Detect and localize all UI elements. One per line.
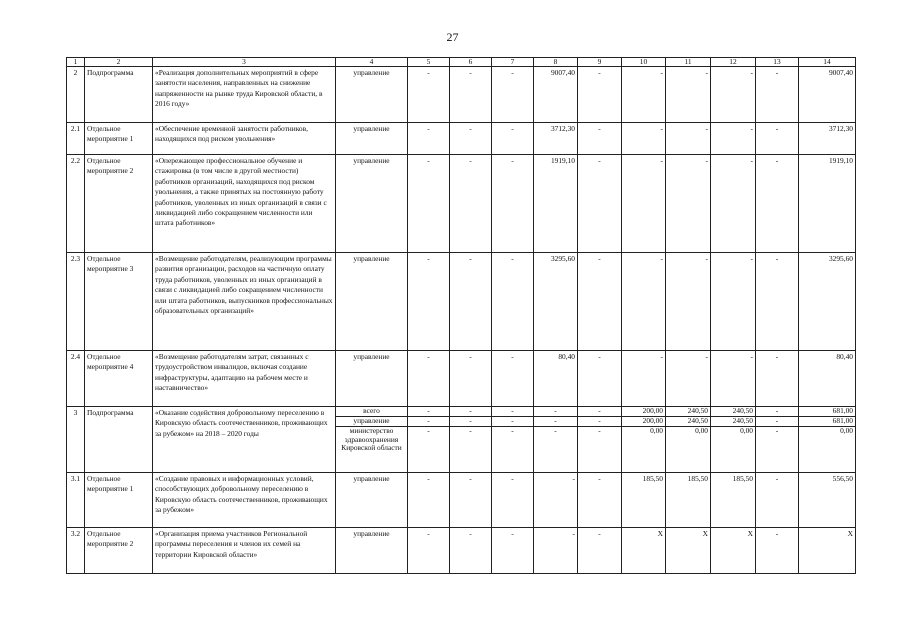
amount-line: -	[469, 426, 472, 435]
amount-cell: -	[450, 123, 492, 155]
program-name: «Создание правовых и информационных условий, способствующих добровольному переселению в Кировскую область соотечественников, проживающих за рубежом»	[153, 473, 336, 528]
amount-line: 240,50	[711, 407, 755, 417]
amount-line: 0,00	[695, 426, 708, 435]
amount-line: -	[450, 407, 491, 417]
column-header: 4	[336, 58, 408, 67]
column-header: 1	[67, 58, 85, 67]
amount-cell: -	[408, 253, 450, 351]
column-header: 2	[85, 58, 153, 67]
amount-line: 0,00	[840, 426, 853, 435]
amount-cell: -	[492, 253, 534, 351]
amount-line: 681,00	[799, 407, 855, 417]
amount-line: -	[598, 426, 601, 435]
amount-cell: 1919,10	[799, 155, 856, 253]
program-type: Отдельное мероприятие 1	[85, 123, 153, 155]
amount-cell: -	[756, 473, 799, 528]
amount-cell	[492, 407, 534, 473]
program-type: Отдельное мероприятие 3	[85, 253, 153, 351]
amount-line: -	[578, 417, 621, 427]
amount-cell: -	[756, 155, 799, 253]
amount-cell	[711, 407, 756, 473]
program-name: «Возмещение работодателям затрат, связанных с трудоустройством инвалидов, включая создание инфраструктуры, адаптацию на рабочем месте и наставничество»	[153, 351, 336, 407]
executor-cell: управление	[336, 253, 408, 351]
amount-cell: -	[492, 67, 534, 123]
amount-cell	[534, 407, 578, 473]
amount-cell: -	[492, 351, 534, 407]
row-number: 3.1	[67, 473, 85, 528]
amount-cell: -	[408, 473, 450, 528]
budget-table	[66, 57, 856, 574]
amount-cell: -	[756, 253, 799, 351]
column-header: 5	[408, 58, 450, 67]
amount-line: 200,00	[622, 407, 665, 417]
amount-cell: -	[756, 528, 799, 574]
amount-line: -	[578, 407, 621, 417]
amount-cell: 3712,30	[534, 123, 578, 155]
row-number: 2.1	[67, 123, 85, 155]
column-header: 12	[711, 58, 756, 67]
program-type: Отдельное мероприятие 2	[85, 155, 153, 253]
amount-cell: -	[578, 123, 622, 155]
executor-cell	[336, 407, 408, 473]
amount-cell: -	[666, 155, 711, 253]
amount-line: -	[427, 426, 430, 435]
executor-cell: управление	[336, 528, 408, 574]
amount-cell: -	[408, 528, 450, 574]
amount-cell: -	[450, 528, 492, 574]
amount-line: -	[492, 407, 533, 417]
row-number: 2.3	[67, 253, 85, 351]
amount-cell: 1919,10	[534, 155, 578, 253]
executor-cell: управление	[336, 351, 408, 407]
amount-cell: 9007,40	[534, 67, 578, 123]
table-row	[67, 253, 856, 351]
amount-line: -	[554, 426, 557, 435]
amount-cell: -	[408, 155, 450, 253]
column-header: 14	[799, 58, 856, 67]
table-row	[67, 351, 856, 407]
amount-cell: 185,50	[711, 473, 756, 528]
amount-cell: -	[666, 67, 711, 123]
executor-line: всего	[336, 407, 407, 417]
executor-cell: управление	[336, 473, 408, 528]
table-row	[67, 473, 856, 528]
table-row	[67, 407, 856, 473]
amount-cell: -	[492, 123, 534, 155]
column-number-row	[67, 58, 856, 67]
amount-cell: 9007,40	[799, 67, 856, 123]
amount-cell: -	[711, 67, 756, 123]
amount-line: 681,00	[799, 417, 855, 427]
amount-cell: -	[450, 155, 492, 253]
amount-cell: -	[622, 123, 666, 155]
amount-cell: X	[711, 528, 756, 574]
amount-cell: -	[622, 351, 666, 407]
amount-cell: -	[450, 473, 492, 528]
amount-cell: -	[578, 67, 622, 123]
amount-cell: -	[711, 253, 756, 351]
amount-line: -	[756, 407, 798, 417]
program-type: Подпрограмма	[85, 67, 153, 123]
amount-cell: -	[492, 155, 534, 253]
amount-cell: -	[711, 155, 756, 253]
amount-cell: -	[534, 473, 578, 528]
amount-line: -	[408, 417, 449, 427]
amount-line: -	[450, 417, 491, 427]
amount-cell	[756, 407, 799, 473]
amount-cell	[799, 407, 856, 473]
amount-cell: 185,50	[622, 473, 666, 528]
amount-cell: -	[756, 67, 799, 123]
amount-cell: -	[622, 253, 666, 351]
amount-cell: 3295,60	[799, 253, 856, 351]
amount-cell: -	[622, 67, 666, 123]
amount-cell	[622, 407, 666, 473]
amount-cell: -	[450, 351, 492, 407]
amount-cell: X	[622, 528, 666, 574]
program-name: «Обеспечение временной занятости работников, находящихся под риском увольнения»	[153, 123, 336, 155]
amount-cell: -	[756, 351, 799, 407]
executor-cell: управление	[336, 67, 408, 123]
amount-cell: -	[666, 351, 711, 407]
amount-cell: -	[492, 528, 534, 574]
amount-cell: -	[450, 67, 492, 123]
column-header: 7	[492, 58, 534, 67]
amount-cell: -	[578, 253, 622, 351]
column-header: 9	[578, 58, 622, 67]
amount-line: -	[408, 407, 449, 417]
amount-cell: -	[408, 123, 450, 155]
amount-cell: -	[666, 123, 711, 155]
amount-cell: -	[711, 123, 756, 155]
column-header: 6	[450, 58, 492, 67]
executor-cell: управление	[336, 155, 408, 253]
amount-cell: -	[408, 351, 450, 407]
amount-cell: -	[711, 351, 756, 407]
amount-line: 240,50	[711, 417, 755, 427]
amount-line: 200,00	[622, 417, 665, 427]
program-name: «Возмещение работодателям, реализующим программы развития организации, расходов на частичную оплату труда работников, уволенных из иных организаций в связи с ликвидацией либо сокращением численности или штата работников, выпускников профессиональных образовательных организаций»	[153, 253, 336, 351]
amount-cell: -	[408, 67, 450, 123]
amount-cell	[578, 407, 622, 473]
amount-line: 0,00	[740, 426, 753, 435]
amount-cell: -	[534, 528, 578, 574]
row-number: 3	[67, 407, 85, 473]
column-header: 3	[153, 58, 336, 67]
amount-cell: -	[756, 123, 799, 155]
amount-cell: 80,40	[534, 351, 578, 407]
row-number: 3.2	[67, 528, 85, 574]
amount-line: -	[534, 407, 577, 417]
column-header: 10	[622, 58, 666, 67]
executor-line: министерство здравоохранения Кировской области	[341, 426, 402, 453]
amount-line: -	[534, 417, 577, 427]
amount-line: 240,50	[666, 417, 710, 427]
amount-cell: X	[666, 528, 711, 574]
amount-line: -	[756, 417, 798, 427]
amount-cell: X	[799, 528, 856, 574]
program-name: «Опережающее профессиональное обучение и стажировка (в том числе в другой местности) работников организаций, находящихся под риском увольнения, а также принятых на постоянную работу работников, уволенных из иных организаций в связи с ликвидацией либо сокращением численности или штата работников»	[153, 155, 336, 253]
amount-line: 0,00	[650, 426, 663, 435]
program-name: «Оказание содействия добровольному переселению в Кировскую область соотечественников, проживающих за рубежом» на 2018 – 2020 годы	[153, 407, 336, 473]
amount-cell	[450, 407, 492, 473]
amount-line: -	[775, 426, 779, 435]
amount-cell	[666, 407, 711, 473]
amount-cell: -	[450, 253, 492, 351]
amount-line: -	[492, 417, 533, 427]
row-number: 2.2	[67, 155, 85, 253]
amount-cell: -	[578, 473, 622, 528]
column-header: 8	[534, 58, 578, 67]
executor-cell: управление	[336, 123, 408, 155]
table-row	[67, 123, 856, 155]
row-number: 2	[67, 67, 85, 123]
amount-cell: 80,40	[799, 351, 856, 407]
amount-cell: -	[666, 253, 711, 351]
amount-cell: -	[578, 528, 622, 574]
program-type: Отдельное мероприятие 2	[85, 528, 153, 574]
amount-cell: 3712,30	[799, 123, 856, 155]
amount-cell: 556,50	[799, 473, 856, 528]
row-number: 2.4	[67, 351, 85, 407]
table-row	[67, 528, 856, 574]
program-name: «Реализация дополнительных мероприятий в сфере занятости населения, направленных на снижение напряженности на рынке труда Кировской области, в 2016 году»	[153, 67, 336, 123]
amount-cell: -	[578, 155, 622, 253]
column-header: 13	[756, 58, 799, 67]
amount-cell: 3295,60	[534, 253, 578, 351]
amount-cell	[408, 407, 450, 473]
program-name: «Организация приема участников Региональной программы переселения и членов их семей на территории Кировской области»	[153, 528, 336, 574]
amount-line: 240,50	[666, 407, 710, 417]
amount-cell: -	[492, 473, 534, 528]
amount-cell: 185,50	[666, 473, 711, 528]
program-type: Подпрограмма	[85, 407, 153, 473]
column-header: 11	[666, 58, 711, 67]
table-row	[67, 155, 856, 253]
program-type: Отдельное мероприятие 4	[85, 351, 153, 407]
amount-cell: -	[622, 155, 666, 253]
page-number: 27	[446, 30, 459, 44]
amount-line: -	[511, 426, 514, 435]
executor-line: управление	[336, 417, 407, 427]
program-type: Отдельное мероприятие 1	[85, 473, 153, 528]
table-row	[67, 67, 856, 123]
amount-cell: -	[578, 351, 622, 407]
